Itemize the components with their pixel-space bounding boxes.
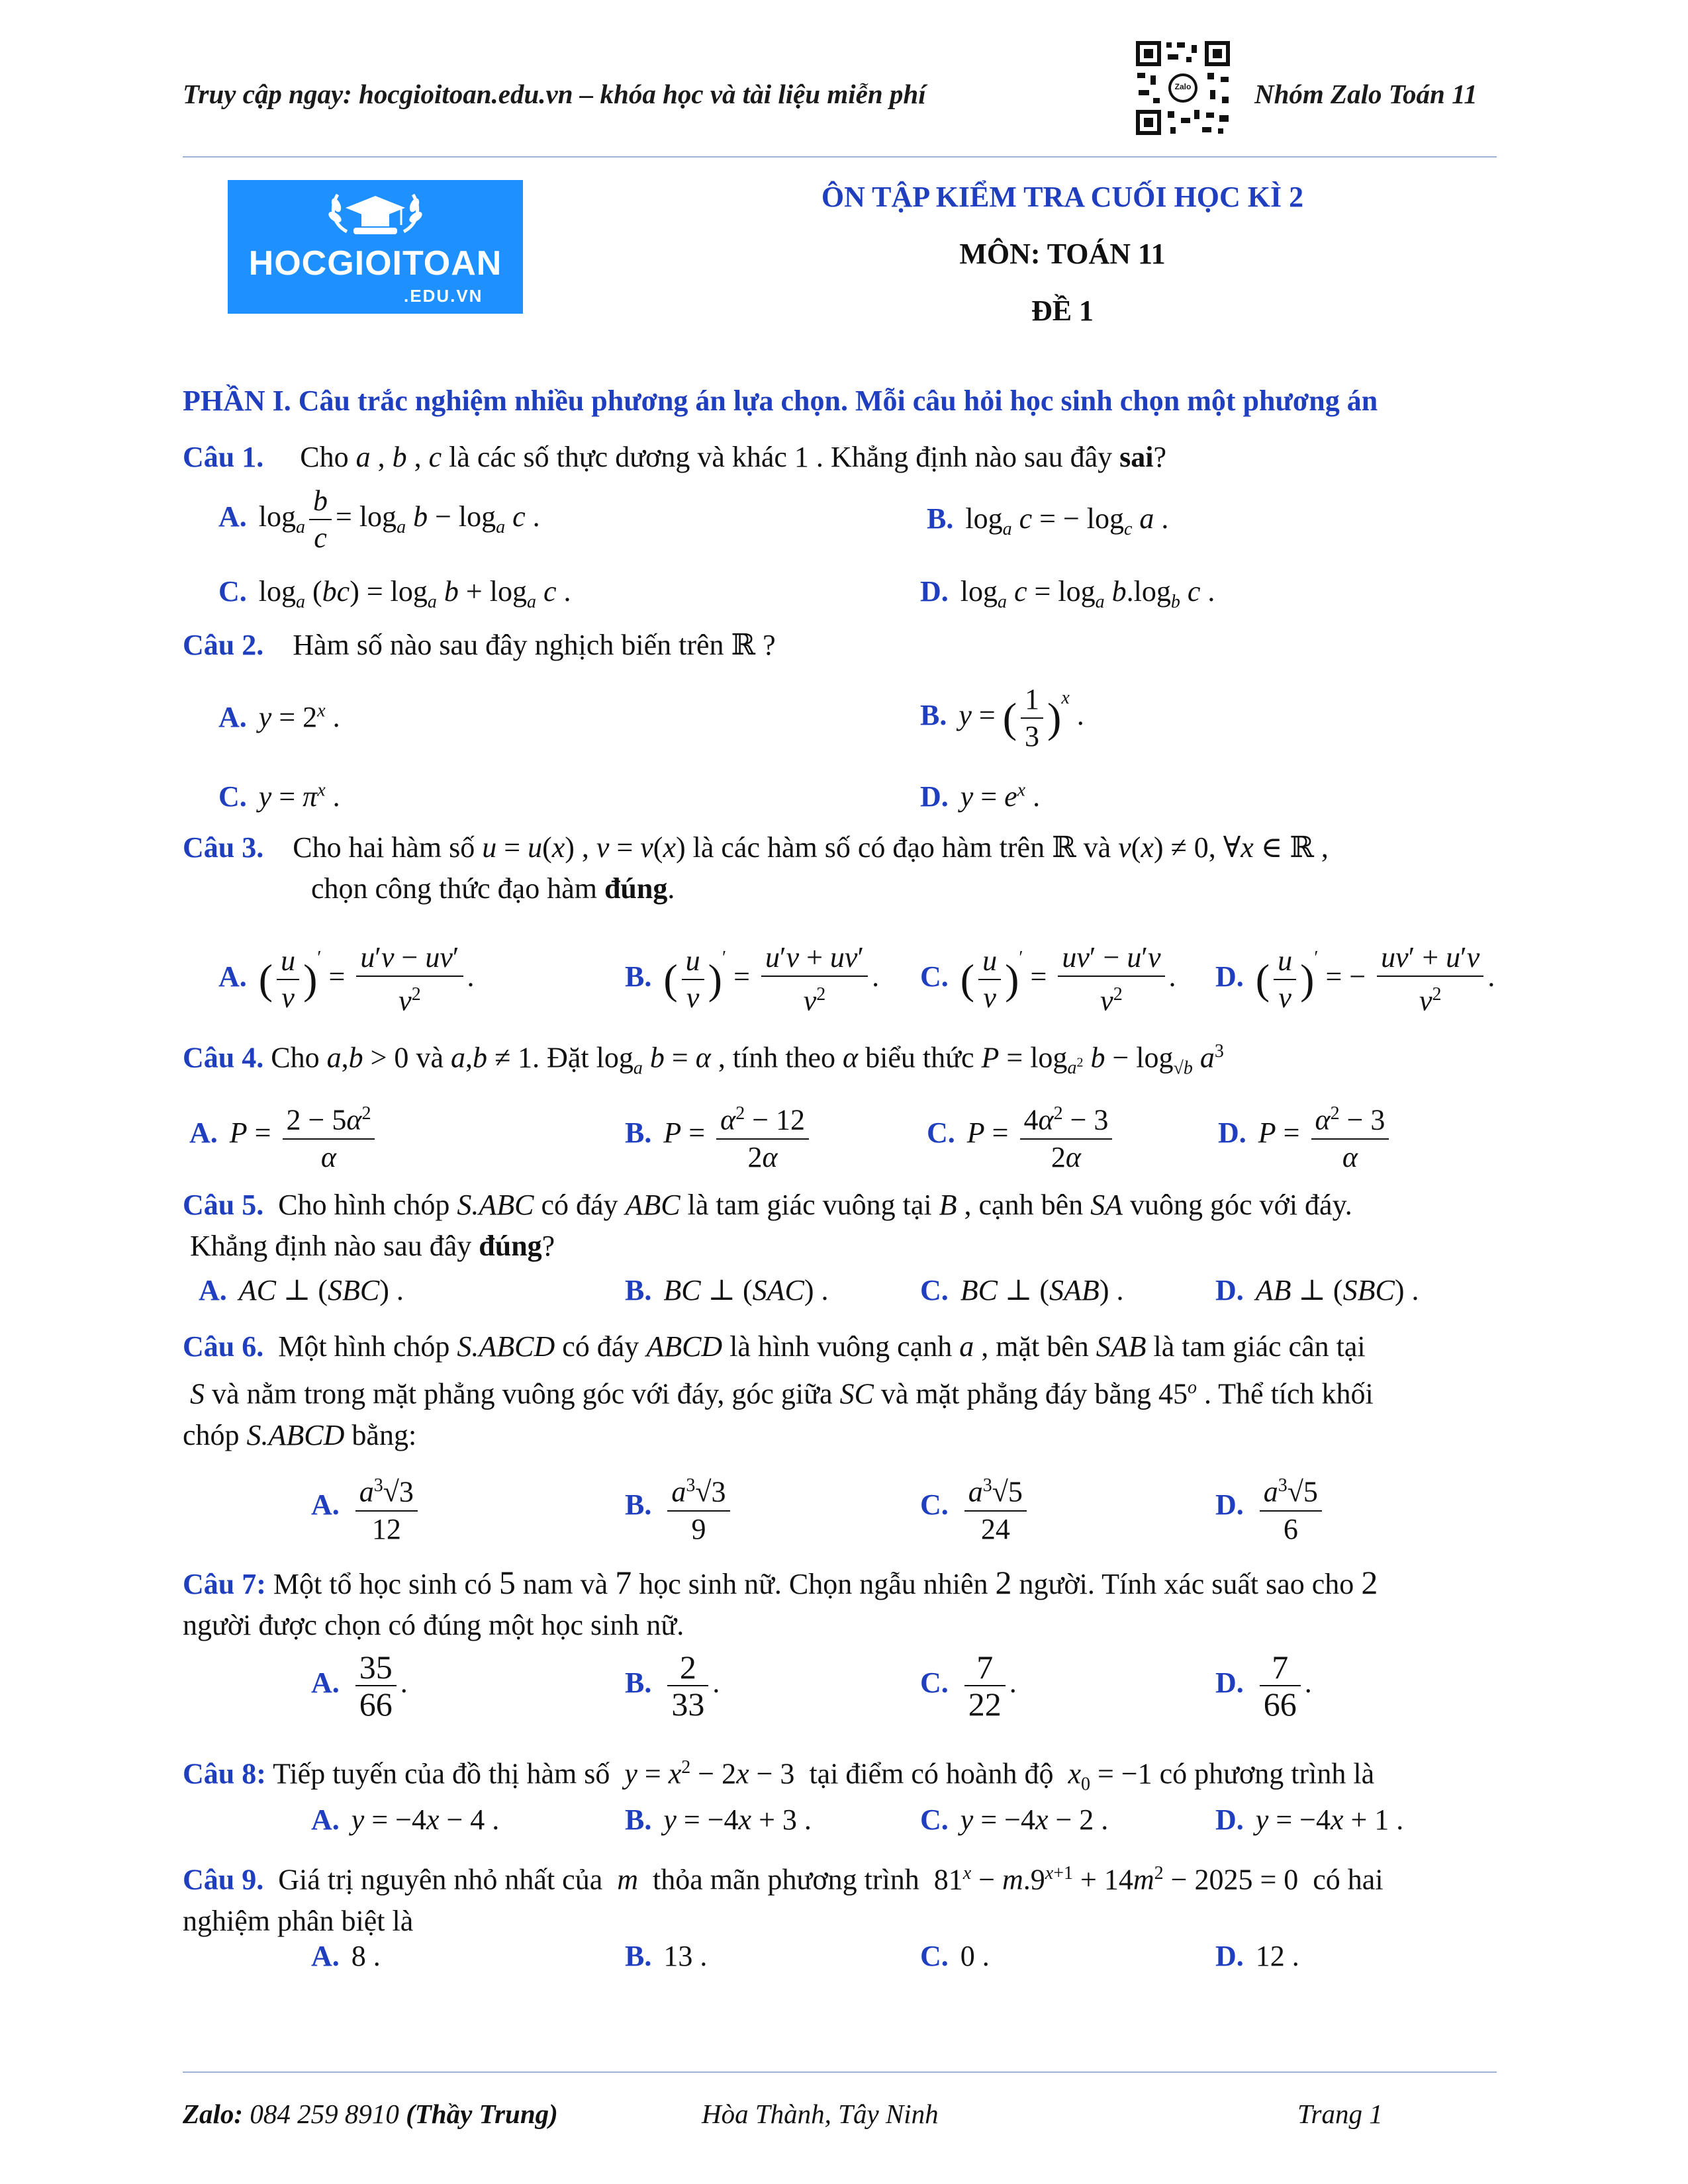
q9-option-b[interactable]: B. 13 . <box>625 1940 708 1972</box>
q4-option-d[interactable]: D. P = $\frac{\alpha^2 - 3}{\alpha}$ <box>1218 1096 1393 1175</box>
q7-option-c[interactable]: C. $\frac{7}{22}$ . <box>920 1649 1017 1723</box>
q9-option-a[interactable]: A. 8 . <box>311 1940 381 1972</box>
question-2: Câu 2. Hàm số nào sau đây nghịch biến trên ℝ ? <box>183 629 776 661</box>
question-4: Câu 4. Cho a,b > 0 và a,b ≠ 1. Đặt $\log_a b = \alpha$ , tính theo α biểu thức $P = \log_{a^2} b - \log_{√b} a^3$ <box>183 1041 1224 1079</box>
q3-option-d[interactable]: D. ( $\frac{u}{v}$ )′ = − $\frac{uv' + u'v}{v^2}$ . <box>1215 941 1495 1017</box>
header-right-text: Nhóm Zalo Toán 11 <box>1254 79 1477 109</box>
title-line1: ÔN TẬP KIỂM TRA CUỐI HỌC KÌ 2 <box>821 181 1304 213</box>
q3-option-b[interactable]: B. ( $\frac{u}{v}$ )′ = $\frac{u'v + uv'}{v^2}$ . <box>625 941 880 1017</box>
q1-option-d[interactable]: D. $\log_a c = \log_a b.\log_b$ c . <box>920 575 1215 612</box>
q6-option-a[interactable]: A. $\frac{a^3√3}{12}$ <box>311 1468 422 1547</box>
q1-option-a[interactable]: A. $\log_a$ $\frac{b}{c}$ = $\log_a b - \log_a c$ . <box>218 484 540 554</box>
footer-zalo[interactable] <box>183 2098 558 2130</box>
q8-option-a[interactable]: A. y = −4x − 4 . <box>311 1803 500 1836</box>
logo-sub-text: .EDU.VN <box>404 286 483 306</box>
question-5: Câu 5. Cho hình chóp S.ABC có đáy ABC là tam giác vuông tại B , cạnh bên SA vuông góc với đáy. Khẳng định nào sau đây đúng? <box>183 1189 1352 1262</box>
footer-zalo-label: Zalo: <box>183 2099 244 2129</box>
q3-option-c[interactable]: C. ( $\frac{u}{v}$ )′ = $\frac{uv' - u'v}{v^2}$ . <box>920 941 1176 1017</box>
logo[interactable] <box>228 180 523 314</box>
q7-option-d[interactable]: D. $\frac{7}{66}$ . <box>1215 1649 1312 1723</box>
q5-option-d[interactable]: D. AB ⊥ (SBC) . <box>1215 1274 1419 1306</box>
q5-option-a[interactable]: A. AC ⊥ (SBC) . <box>199 1274 404 1306</box>
title-line2: MÔN: TOÁN 11 <box>959 238 1166 270</box>
section-title: PHẦN I. Câu trắc nghiệm nhiều phương án lựa chọn. Mỗi câu hỏi học sinh chọn một phương án <box>183 385 1378 417</box>
question-3: Câu 3. Cho hai hàm số u = u(x) , v = v(x) là các hàm số có đạo hàm trên ℝ và v(x) ≠ 0, ∀x ∈ ℝ , chọn công thức đạo hàm đúng. <box>183 831 1329 905</box>
q5-option-c[interactable]: C. BC ⊥ (SAB) . <box>920 1274 1124 1306</box>
question-9: Câu 9. Giá trị nguyên nhỏ nhất của m thỏa mãn phương trình $81^x - m.9^{x+1} + 14m^2 - 2025 = 0$ có hai nghiệm phân biệt là <box>183 1863 1383 1937</box>
q8-option-d[interactable]: D. y = −4x + 1 . <box>1215 1803 1404 1836</box>
footer-location: Hòa Thành, Tây Ninh <box>702 2099 939 2129</box>
footer-page: Trang 1 <box>1297 2099 1383 2129</box>
q5-option-b[interactable]: B. BC ⊥ (SAC) . <box>625 1274 829 1306</box>
question-8: Câu 8: Tiếp tuyến của đồ thị hàm số $y = x^2 - 2x - 3$ tại điểm có hoành độ $x_0 = -1$ có phương trình là <box>183 1757 1375 1795</box>
q1-option-c[interactable]: C. $\log_a (bc) = \log_a b + \log_a c$ . <box>218 575 571 612</box>
q9-option-d[interactable]: D. 12 . <box>1215 1940 1299 1972</box>
question-1: Câu 1. Cho a , b , c là các số thực dương và khác 1 . Khẳng định nào sau đây sai? <box>183 441 1167 473</box>
q1-option-b[interactable]: B. $\log_a c$ = − $\log_c a$ . <box>927 502 1169 539</box>
q6-option-d[interactable]: D. $\frac{a^3√5}{6}$ <box>1215 1468 1326 1547</box>
q7-option-a[interactable]: A. $\frac{35}{66}$ . <box>311 1649 408 1723</box>
q3-option-a[interactable]: A. ( $\frac{u}{v}$ )′ = $\frac{u'v - uv'}{v^2}$ . <box>218 941 475 1017</box>
q6-option-b[interactable]: B. $\frac{a^3√3}{9}$ <box>625 1468 734 1547</box>
q7-option-b[interactable]: B. $\frac{2}{33}$ . <box>625 1649 720 1723</box>
q4-option-a[interactable]: A. P = $\frac{2 - 5\alpha^2}{\alpha}$ <box>189 1096 379 1175</box>
graduation-laurel-icon <box>320 185 430 240</box>
q2-option-a[interactable]: A. $y = 2^x$ . <box>218 700 340 733</box>
header-rule <box>183 156 1497 158</box>
q9-option-c[interactable]: C. 0 . <box>920 1940 990 1972</box>
q8-option-c[interactable]: C. y = −4x − 2 . <box>920 1803 1109 1836</box>
question-6: Câu 6. Một hình chóp S.ABCD có đáy ABCD là hình vuông cạnh a , mặt bên SAB là tam giác cân tại S và nằm trong mặt phẳng vuông góc với đáy, góc giữa SC và mặt phẳng đáy bằng 45$^o$ . Thể tích khối chóp S.ABCD bằng: <box>183 1330 1374 1451</box>
footer-zalo-number: 084 259 8910 <box>250 2099 399 2129</box>
q6-option-c[interactable]: C. $\frac{a^3√5}{24}$ <box>920 1468 1031 1547</box>
question-label: Câu 1. <box>183 441 264 473</box>
q2-option-c[interactable]: C. $y = \pi^x$ . <box>218 780 340 813</box>
qr-zalo-label: Zalo <box>1174 82 1192 91</box>
logo-main-text: HOCGIOITOAN <box>248 244 502 283</box>
title-line3: ĐỀ 1 <box>1031 295 1094 327</box>
q4-option-c[interactable]: C. P = $\frac{4\alpha^2 - 3}{2\alpha}$ <box>927 1096 1116 1175</box>
footer-rule <box>183 2071 1497 2073</box>
q2-option-d[interactable]: D. $y = e^x$ . <box>920 780 1041 813</box>
q2-option-b[interactable]: B. y = ( $\frac{1}{3}$ )$^x$ . <box>920 683 1084 752</box>
q4-option-b[interactable]: B. P = $\frac{\alpha^2 - 12}{2\alpha}$ <box>625 1096 813 1175</box>
header-left-text: Truy cập ngay: hocgioitoan.edu.vn – khóa học và tài liệu miễn phí <box>183 79 926 109</box>
footer-teacher: (Thầy Trung) <box>406 2099 558 2129</box>
qr-code-icon[interactable] <box>1133 38 1233 138</box>
question-7: Câu 7: Một tổ học sinh có 5 nam và 7 học sinh nữ. Chọn ngẫu nhiên 2 người. Tính xác suất sao cho 2 người được chọn có đúng một học sinh nữ. <box>183 1564 1378 1641</box>
q8-option-b[interactable]: B. y = −4x + 3 . <box>625 1803 812 1836</box>
